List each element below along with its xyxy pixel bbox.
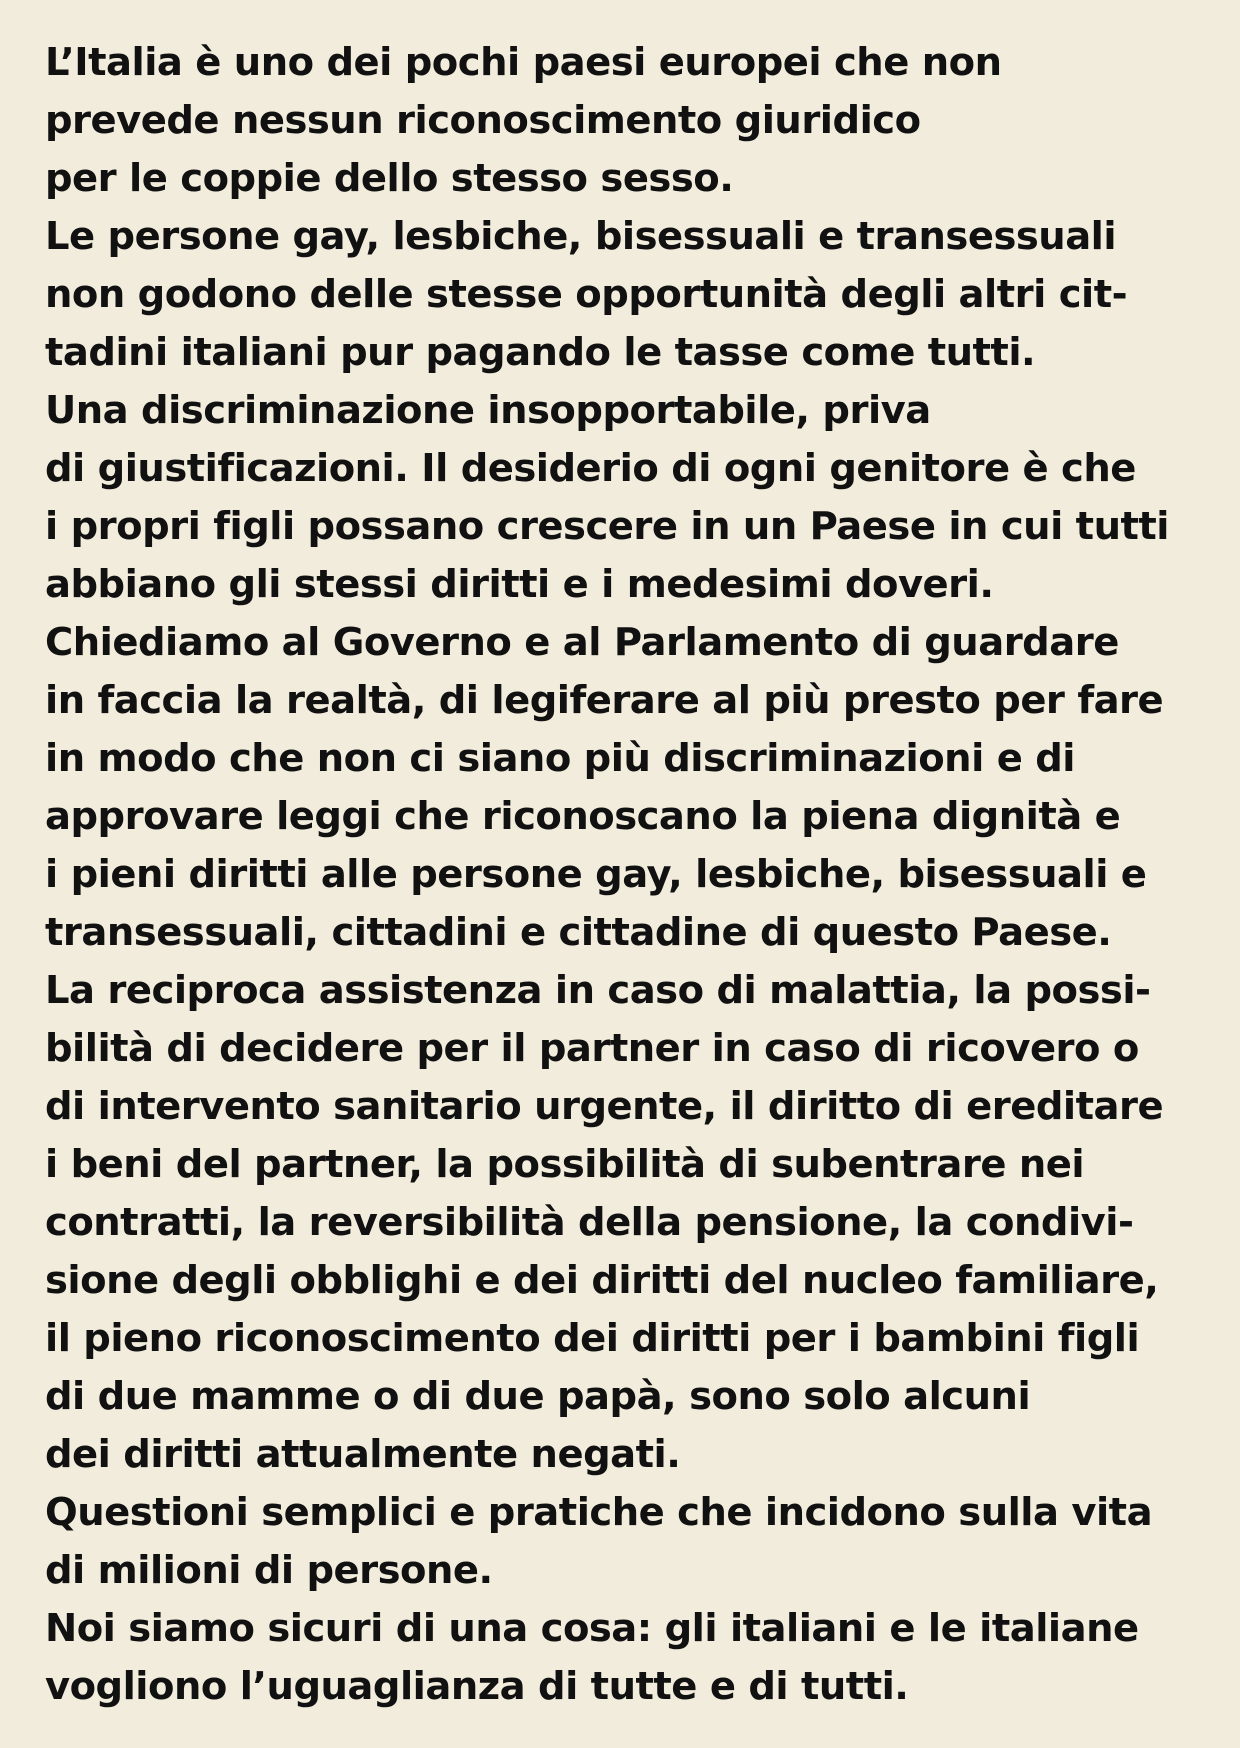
text-line: Le persone gay, lesbiche, bisessuali e transessuali: [45, 214, 1117, 259]
text-line: tadini italiani pur pagando le tasse come tutti.: [45, 330, 1036, 375]
text-line: contratti, la reversibilità della pensione, la condivi-: [45, 1200, 1134, 1245]
text-line: L’Italia è uno dei pochi paesi europei che non: [45, 40, 1002, 85]
text-line: Noi siamo sicuri di una cosa: gli italiani e le italiane: [45, 1606, 1139, 1651]
text-line: di milioni di persone.: [45, 1548, 493, 1593]
text-line: i pieni diritti alle persone gay, lesbiche, bisessuali e: [45, 852, 1147, 897]
text-line: il pieno riconoscimento dei diritti per i bambini figli: [45, 1316, 1140, 1361]
text-line: in modo che non ci siano più discriminazioni e di: [45, 736, 1075, 781]
text-line: prevede nessun riconoscimento giuridico: [45, 98, 921, 143]
text-line: per le coppie dello stesso sesso.: [45, 156, 734, 201]
text-line: La reciproca assistenza in caso di malattia, la possi-: [45, 968, 1151, 1013]
text-line: in faccia la realtà, di legiferare al più presto per fare: [45, 678, 1164, 723]
text-line: i beni del partner, la possibilità di subentrare nei: [45, 1142, 1085, 1187]
text-line: vogliono l’uguaglianza di tutte e di tutti.: [45, 1664, 909, 1709]
body-text: [45, 34, 1200, 1716]
text-line: non godono delle stesse opportunità degli altri cit-: [45, 272, 1128, 317]
text-line: di intervento sanitario urgente, il diritto di ereditare: [45, 1084, 1164, 1129]
text-line: dei diritti attualmente negati.: [45, 1432, 681, 1477]
text-line: transessuali, cittadini e cittadine di questo Paese.: [45, 910, 1112, 955]
text-line: Chiediamo al Governo e al Parlamento di guardare: [45, 620, 1119, 665]
text-line: sione degli obblighi e dei diritti del nucleo familiare,: [45, 1258, 1159, 1303]
text-line: di giustificazioni. Il desiderio di ogni genitore è che: [45, 446, 1136, 491]
text-line: approvare leggi che riconoscano la piena dignità e: [45, 794, 1121, 839]
text-line: Una discriminazione insopportabile, priva: [45, 388, 931, 433]
text-line: abbiano gli stessi diritti e i medesimi doveri.: [45, 562, 994, 607]
text-line: Questioni semplici e pratiche che incidono sulla vita: [45, 1490, 1153, 1535]
text-line: di due mamme o di due papà, sono solo alcuni: [45, 1374, 1031, 1419]
text-line: bilità di decidere per il partner in caso di ricovero o: [45, 1026, 1139, 1071]
text-line: i propri figli possano crescere in un Paese in cui tutti: [45, 504, 1169, 549]
